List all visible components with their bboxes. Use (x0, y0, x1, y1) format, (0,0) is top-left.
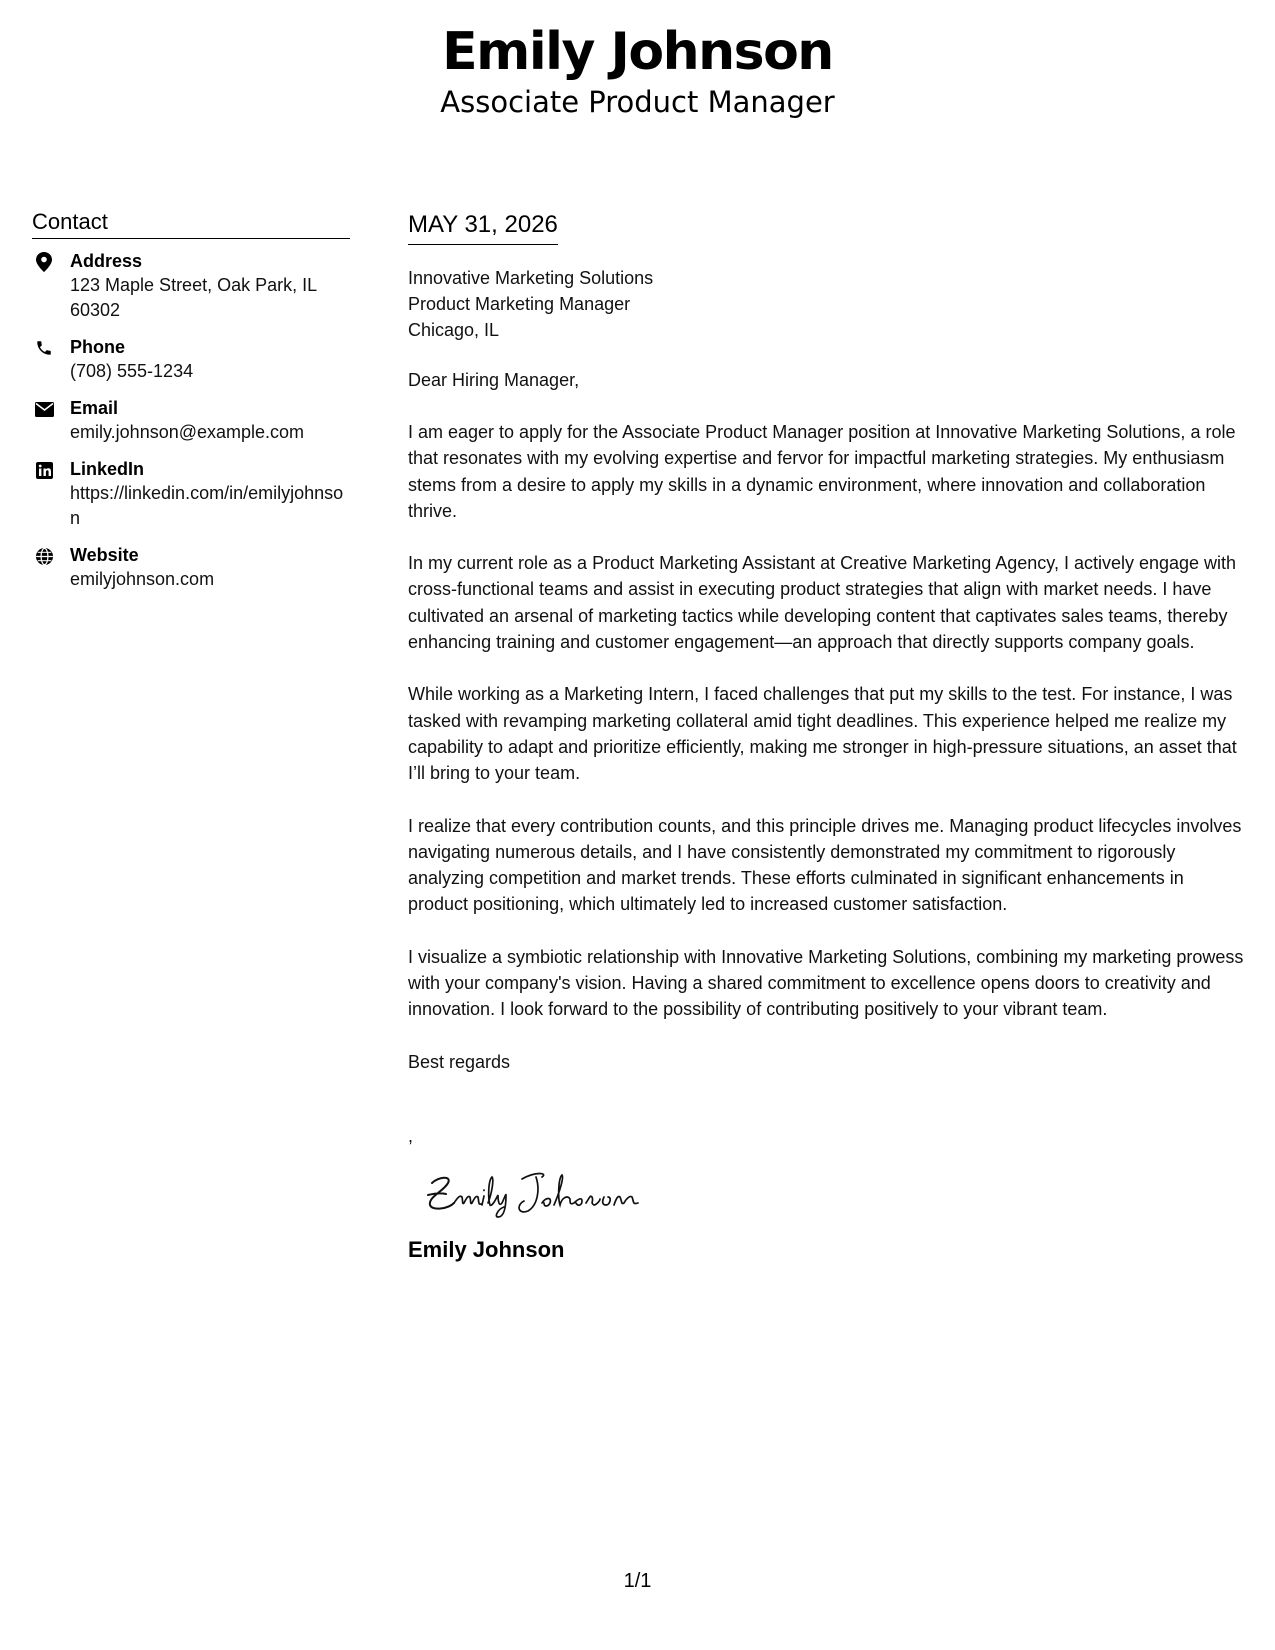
body-paragraph: I realize that every contribution counts, and this principle drives me. Managing product lifecycles involves navigating numerous details, and I have consistently demonstrated my commitment to rigorously analyzing competition and market trends. These efforts culminated in significant enhancements in product positioning, which ultimately led to increased customer satisfaction. (408, 815, 1242, 915)
globe-icon (34, 546, 54, 566)
linkedin-value[interactable]: https://linkedin.com/in/emilyjohnson (70, 483, 344, 528)
contact-address (32, 249, 350, 323)
contact-email (32, 396, 350, 445)
linkedin-label: LinkedIn (70, 459, 145, 479)
body-paragraph: While working as a Marketing Intern, I faced challenges that put my skills to the test. For instance, I was tasked with revamping marketing collateral amid tight deadlines. This experience helped me realize my capability to adapt and prioritize efficiently, making me stronger in high-pressure situations, an asset that I’ll bring to your team. (408, 684, 1237, 784)
recipient-role: Product Marketing Manager (408, 294, 631, 314)
letter-header (0, 22, 1275, 120)
map-pin-icon (34, 252, 54, 272)
contact-website (32, 543, 350, 592)
contact-sidebar (32, 208, 350, 604)
envelope-icon (34, 399, 54, 419)
phone-value[interactable]: (708) 555-1234 (70, 361, 194, 381)
address-label: Address (70, 251, 143, 271)
letter-body (408, 210, 1248, 1264)
recipient-location: Chicago, IL (408, 320, 500, 340)
signer-name: Emily Johnson (408, 1236, 565, 1262)
body-paragraph: I am eager to apply for the Associate Product Manager position at Innovative Marketing Solutions, a role that resonates with my evolving expertise and fervor for impactful marketing strategies. My enthusiasm stems from a desire to apply my skills in a dynamic environment, where innovation and collaboration thrive. (408, 422, 1236, 521)
contact-linkedin (32, 457, 350, 531)
linkedin-icon (34, 460, 54, 480)
closing: Best regards (408, 1051, 511, 1072)
contact-list (32, 249, 350, 592)
email-value[interactable]: emily.johnson@example.com (70, 422, 305, 442)
applicant-title: Associate Product Manager (440, 85, 835, 119)
contact-phone (32, 335, 350, 384)
letter-date: MAY 31, 2026 (408, 211, 558, 238)
website-value[interactable]: emilyjohnson.com (70, 569, 215, 589)
greeting: Dear Hiring Manager, (408, 370, 580, 390)
handwritten-signature (418, 1163, 658, 1223)
closing-comma: , (408, 1125, 414, 1146)
recipient-company: Innovative Marketing Solutions (408, 268, 654, 288)
address-value: 123 Maple Street, Oak Park, IL 60302 (70, 275, 317, 320)
applicant-name: Emily Johnson (442, 22, 833, 82)
body-paragraph: In my current role as a Product Marketing Assistant at Creative Marketing Agency, I actively engage with cross-functional teams and assist in executing product strategies that align with market needs. I have cultivated an arsenal of marketing tactics while developing content that captivates sales teams, thereby enhancing training and customer engagement—an approach that directly supports company goals. (408, 553, 1237, 653)
website-label: Website (70, 545, 139, 565)
phone-label: Phone (70, 337, 126, 357)
contact-heading: Contact (32, 208, 350, 239)
date-block (408, 210, 558, 245)
phone-icon (34, 338, 54, 358)
email-label: Email (70, 398, 119, 418)
page-number: 1/1 (623, 1570, 652, 1592)
recipient-block (408, 265, 1248, 343)
body-paragraph: I visualize a symbiotic relationship with Innovative Marketing Solutions, combining my marketing prowess with your company's vision. Having a shared commitment to excellence opens doors to creativity and innovation. I look forward to the possibility of contributing positively to your vibrant team. (408, 946, 1244, 1020)
